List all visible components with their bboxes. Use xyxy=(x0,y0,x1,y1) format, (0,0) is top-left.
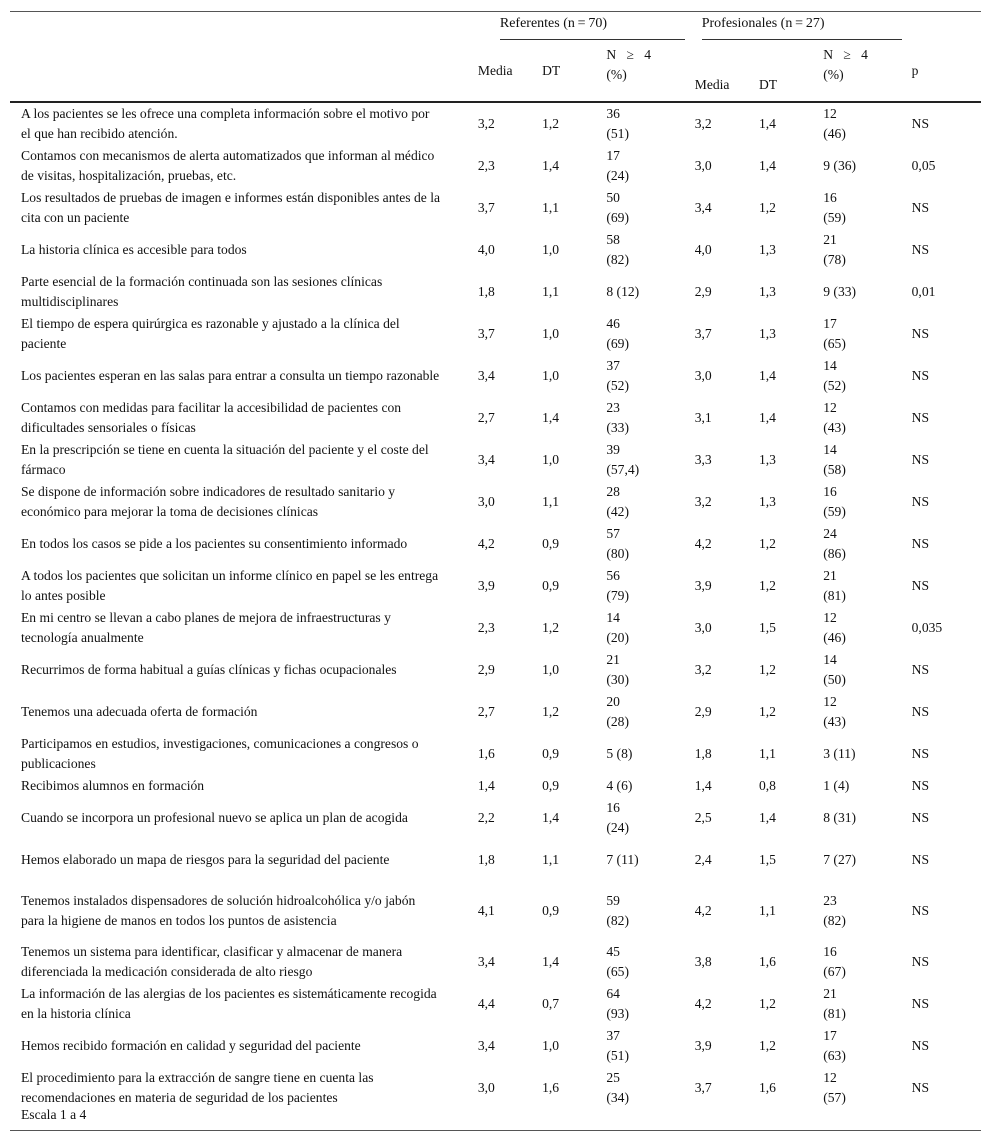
cell-dt-profesionales: 1,2 xyxy=(758,536,776,551)
table-row xyxy=(10,313,981,355)
col-header-media-profesionales: Media xyxy=(685,41,749,102)
cell-media-profesionales: 3,9 xyxy=(694,578,712,593)
cell-n-referentes: 50 (69) xyxy=(606,190,630,225)
cell-n-profesionales: 16 (59) xyxy=(823,484,846,519)
group-header-referentes: Referentes (n = 70) xyxy=(468,12,685,41)
cell-p-value: NS xyxy=(911,810,930,825)
cell-n-referentes: 39 (57,4) xyxy=(606,442,640,477)
cell-media-profesionales: 2,9 xyxy=(694,284,712,299)
row-item-label: Tenemos un sistema para identificar, clasificar y almacenar de manera diferenciada la medicación considerada de alto riesgo xyxy=(21,944,403,979)
cell-n-referentes: 37 (51) xyxy=(606,1028,630,1063)
cell-p-value: NS xyxy=(911,903,930,918)
cell-p-value: NS xyxy=(911,116,930,131)
cell-media-profesionales: 3,2 xyxy=(694,116,712,131)
cell-dt-referentes: 1,2 xyxy=(542,116,560,131)
cell-media-profesionales: 3,0 xyxy=(694,620,712,635)
cell-n-referentes: 56 (79) xyxy=(606,568,630,603)
col-header-p: p xyxy=(902,41,981,102)
cell-p-value: NS xyxy=(911,200,930,215)
scale-footnote: Escala 1 a 4 xyxy=(21,1107,87,1122)
col-header-dt-referentes: DT xyxy=(532,41,596,102)
cell-media-profesionales: 2,9 xyxy=(694,704,712,719)
table-row xyxy=(10,397,981,439)
cell-dt-referentes: 1,0 xyxy=(542,242,560,257)
cell-dt-profesionales: 1,3 xyxy=(758,326,776,341)
cell-media-referentes: 2,3 xyxy=(477,158,495,173)
cell-media-profesionales: 1,4 xyxy=(694,778,712,793)
row-item-label: Recibimos alumnos en formación xyxy=(21,778,205,793)
table-row xyxy=(10,565,981,607)
cell-dt-referentes: 1,1 xyxy=(542,200,560,215)
cell-media-referentes: 4,1 xyxy=(477,903,495,918)
row-item-label: En la prescripción se tiene en cuenta la situación del paciente y el coste del fármaco xyxy=(21,442,429,477)
table-body xyxy=(10,102,981,1109)
cell-media-profesionales: 3,1 xyxy=(694,410,712,425)
cell-dt-referentes: 1,4 xyxy=(542,158,560,173)
table-row xyxy=(10,1067,981,1109)
col-header-n-profesionales: N ≥ 4 (%) xyxy=(813,41,901,102)
cell-media-referentes: 3,4 xyxy=(477,1038,495,1053)
cell-n-referentes: 17 (24) xyxy=(606,148,630,183)
cell-n-referentes: 57 (80) xyxy=(606,526,630,561)
cell-p-value: 0,05 xyxy=(911,158,936,173)
cell-n-referentes: 8 (12) xyxy=(606,284,640,299)
cell-p-value: NS xyxy=(911,1038,930,1053)
cell-dt-referentes: 1,1 xyxy=(542,852,560,867)
row-item-label: La información de las alergias de los pacientes es sistemáticamente recogida en la historia clínica xyxy=(21,986,437,1021)
cell-n-referentes: 46 (69) xyxy=(606,316,630,351)
cell-dt-referentes: 0,7 xyxy=(542,996,560,1011)
table-row xyxy=(10,733,981,775)
cell-dt-referentes: 0,9 xyxy=(542,746,560,761)
table-row xyxy=(10,439,981,481)
cell-n-referentes: 5 (8) xyxy=(606,746,633,761)
cell-n-referentes: 36 (51) xyxy=(606,106,630,141)
cell-n-profesionales: 16 (67) xyxy=(823,944,846,979)
cell-media-profesionales: 4,0 xyxy=(694,242,712,257)
group-header-profesionales: Profesionales (n = 27) xyxy=(685,12,902,41)
row-item-label: A los pacientes se les ofrece una completa información sobre el motivo por el que han recibido atención. xyxy=(21,106,430,141)
cell-media-referentes: 2,2 xyxy=(477,810,495,825)
cell-dt-profesionales: 1,3 xyxy=(758,242,776,257)
cell-media-profesionales: 2,4 xyxy=(694,852,712,867)
table-row xyxy=(10,797,981,839)
cell-media-profesionales: 4,2 xyxy=(694,536,712,551)
cell-p-value: NS xyxy=(911,996,930,1011)
cell-dt-referentes: 0,9 xyxy=(542,903,560,918)
cell-dt-profesionales: 1,6 xyxy=(758,954,776,969)
cell-n-profesionales: 21 (81) xyxy=(823,568,846,603)
cell-n-profesionales: 14 (52) xyxy=(823,358,846,393)
cell-n-profesionales: 23 (82) xyxy=(823,893,846,928)
cell-n-profesionales: 24 (86) xyxy=(823,526,846,561)
cell-n-profesionales: 12 (43) xyxy=(823,694,846,729)
cell-p-value: 0,035 xyxy=(911,620,943,635)
cell-dt-profesionales: 1,2 xyxy=(758,1038,776,1053)
table-row xyxy=(10,102,981,145)
cell-media-referentes: 3,4 xyxy=(477,954,495,969)
cell-p-value: NS xyxy=(911,410,930,425)
cell-p-value: NS xyxy=(911,778,930,793)
cell-media-referentes: 3,4 xyxy=(477,452,495,467)
cell-n-referentes: 21 (30) xyxy=(606,652,630,687)
cell-dt-profesionales: 1,4 xyxy=(758,158,776,173)
cell-dt-profesionales: 1,4 xyxy=(758,116,776,131)
table-row xyxy=(10,145,981,187)
cell-p-value: NS xyxy=(911,954,930,969)
cell-p-value: NS xyxy=(911,578,930,593)
table-row xyxy=(10,229,981,271)
table-row xyxy=(10,691,981,733)
cell-dt-profesionales: 1,1 xyxy=(758,746,776,761)
row-item-label: En todos los casos se pide a los pacientes su consentimiento informado xyxy=(21,536,408,551)
cell-n-profesionales: 12 (46) xyxy=(823,610,846,645)
cell-p-value: NS xyxy=(911,852,930,867)
cell-n-referentes: 7 (11) xyxy=(606,852,639,867)
row-item-label: El procedimiento para la extracción de sangre tiene en cuenta las recomendaciones en materia de seguridad de los pacientes xyxy=(21,1070,374,1105)
cell-dt-profesionales: 1,2 xyxy=(758,578,776,593)
cell-dt-referentes: 1,2 xyxy=(542,620,560,635)
cell-dt-referentes: 1,1 xyxy=(542,284,560,299)
cell-dt-referentes: 1,4 xyxy=(542,810,560,825)
cell-media-profesionales: 3,7 xyxy=(694,326,712,341)
cell-dt-referentes: 1,1 xyxy=(542,494,560,509)
cell-dt-referentes: 0,9 xyxy=(542,536,560,551)
cell-n-referentes: 25 (34) xyxy=(606,1070,630,1105)
cell-p-value: NS xyxy=(911,746,930,761)
cell-n-profesionales: 12 (57) xyxy=(823,1070,846,1105)
table-row xyxy=(10,775,981,797)
cell-media-referentes: 3,4 xyxy=(477,368,495,383)
cell-dt-referentes: 1,0 xyxy=(542,662,560,677)
cell-media-referentes: 4,0 xyxy=(477,242,495,257)
row-item-label: En mi centro se llevan a cabo planes de mejora de infraestructuras y tecnología anualmente xyxy=(21,610,391,645)
cell-dt-profesionales: 1,3 xyxy=(758,452,776,467)
table-row xyxy=(10,481,981,523)
cell-dt-referentes: 0,9 xyxy=(542,778,560,793)
cell-media-profesionales: 3,3 xyxy=(694,452,712,467)
cell-n-profesionales: 16 (59) xyxy=(823,190,846,225)
cell-n-profesionales: 14 (58) xyxy=(823,442,846,477)
cell-media-profesionales: 3,2 xyxy=(694,494,712,509)
cell-n-profesionales: 8 (31) xyxy=(823,810,857,825)
cell-dt-profesionales: 1,2 xyxy=(758,704,776,719)
cell-n-referentes: 16 (24) xyxy=(606,800,630,835)
cell-media-profesionales: 3,4 xyxy=(694,200,712,215)
cell-p-value: NS xyxy=(911,1080,930,1095)
col-header-dt-profesionales: DT xyxy=(749,41,813,102)
cell-media-profesionales: 4,2 xyxy=(694,903,712,918)
cell-p-value: NS xyxy=(911,494,930,509)
cell-n-referentes: 28 (42) xyxy=(606,484,630,519)
table-row xyxy=(10,881,981,941)
table-row xyxy=(10,187,981,229)
table-row xyxy=(10,649,981,691)
cell-dt-referentes: 1,6 xyxy=(542,1080,560,1095)
cell-dt-profesionales: 1,2 xyxy=(758,996,776,1011)
cell-n-profesionales: 17 (63) xyxy=(823,1028,846,1063)
cell-dt-profesionales: 1,2 xyxy=(758,662,776,677)
cell-n-profesionales: 9 (36) xyxy=(823,158,857,173)
cell-media-referentes: 2,7 xyxy=(477,704,495,719)
row-item-label: Cuando se incorpora un profesional nuevo se aplica un plan de acogida xyxy=(21,810,408,825)
cell-p-value: NS xyxy=(911,368,930,383)
col-header-media-referentes: Media xyxy=(468,41,532,102)
table-row xyxy=(10,839,981,881)
cell-media-profesionales: 3,2 xyxy=(694,662,712,677)
cell-dt-referentes: 1,0 xyxy=(542,452,560,467)
row-item-label: Contamos con mecanismos de alerta automatizados que informan al médico de visitas, hospitalización, pruebas, etc. xyxy=(21,148,435,183)
cell-p-value: NS xyxy=(911,242,930,257)
row-item-label: Los resultados de pruebas de imagen e informes están disponibles antes de la cita con un paciente xyxy=(21,190,441,225)
cell-dt-referentes: 1,4 xyxy=(542,954,560,969)
cell-n-referentes: 45 (65) xyxy=(606,944,630,979)
cell-dt-profesionales: 1,4 xyxy=(758,368,776,383)
cell-n-referentes: 20 (28) xyxy=(606,694,630,729)
cell-dt-referentes: 1,0 xyxy=(542,368,560,383)
cell-n-profesionales: 3 (11) xyxy=(823,746,856,761)
cell-dt-profesionales: 1,6 xyxy=(758,1080,776,1095)
cell-n-profesionales: 12 (43) xyxy=(823,400,846,435)
cell-media-profesionales: 4,2 xyxy=(694,996,712,1011)
cell-media-referentes: 4,2 xyxy=(477,536,495,551)
cell-dt-profesionales: 1,5 xyxy=(758,852,776,867)
table-row xyxy=(10,941,981,983)
row-item-label: Contamos con medidas para facilitar la accesibilidad de pacientes con dificultades sensoriales o físicas xyxy=(21,400,402,435)
cell-n-referentes: 58 (82) xyxy=(606,232,630,267)
cell-media-referentes: 4,4 xyxy=(477,996,495,1011)
table-row xyxy=(10,355,981,397)
cell-n-profesionales: 17 (65) xyxy=(823,316,846,351)
table-row xyxy=(10,271,981,313)
cell-n-referentes: 23 (33) xyxy=(606,400,630,435)
results-table xyxy=(10,12,981,1109)
cell-media-profesionales: 3,7 xyxy=(694,1080,712,1095)
row-item-label: Hemos recibido formación en calidad y seguridad del paciente xyxy=(21,1038,361,1053)
row-item-label: Tenemos instalados dispensadores de solución hidroalcohólica y/o jabón para la higiene de manos en todos los puntos de asistencia xyxy=(21,893,416,928)
cell-media-referentes: 3,7 xyxy=(477,200,495,215)
cell-n-referentes: 4 (6) xyxy=(606,778,633,793)
cell-p-value: NS xyxy=(911,452,930,467)
cell-dt-profesionales: 1,2 xyxy=(758,200,776,215)
cell-dt-referentes: 1,2 xyxy=(542,704,560,719)
cell-n-referentes: 64 (93) xyxy=(606,986,630,1021)
cell-n-referentes: 14 (20) xyxy=(606,610,630,645)
row-item-label: A todos los pacientes que solicitan un informe clínico en papel se les entrega lo antes posible xyxy=(21,568,439,603)
cell-dt-referentes: 1,0 xyxy=(542,1038,560,1053)
table-row xyxy=(10,983,981,1025)
table-row xyxy=(10,1025,981,1067)
cell-media-profesionales: 3,0 xyxy=(694,368,712,383)
row-item-label: Tenemos una adecuada oferta de formación xyxy=(21,704,258,719)
cell-media-profesionales: 3,8 xyxy=(694,954,712,969)
cell-n-referentes: 37 (52) xyxy=(606,358,630,393)
row-item-label: El tiempo de espera quirúrgica es razonable y ajustado a la clínica del paciente xyxy=(21,316,400,351)
cell-p-value: 0,01 xyxy=(911,284,936,299)
cell-n-profesionales: 1 (4) xyxy=(823,778,850,793)
cell-n-profesionales: 21 (81) xyxy=(823,986,846,1021)
cell-dt-referentes: 1,0 xyxy=(542,326,560,341)
cell-media-referentes: 2,9 xyxy=(477,662,495,677)
cell-dt-profesionales: 1,4 xyxy=(758,810,776,825)
cell-dt-referentes: 0,9 xyxy=(542,578,560,593)
cell-media-referentes: 3,0 xyxy=(477,1080,495,1095)
cell-media-profesionales: 3,0 xyxy=(694,158,712,173)
cell-media-referentes: 2,7 xyxy=(477,410,495,425)
cell-media-referentes: 3,0 xyxy=(477,494,495,509)
cell-media-profesionales: 3,9 xyxy=(694,1038,712,1053)
table-row xyxy=(10,607,981,649)
cell-p-value: NS xyxy=(911,326,930,341)
row-item-label: Parte esencial de la formación continuada son las sesiones clínicas multidisciplinares xyxy=(21,274,383,309)
results-table-frame xyxy=(10,11,981,1131)
cell-media-profesionales: 1,8 xyxy=(694,746,712,761)
cell-n-referentes: 59 (82) xyxy=(606,893,630,928)
row-item-label: Hemos elaborado un mapa de riesgos para la seguridad del paciente xyxy=(21,852,390,867)
cell-dt-profesionales: 1,3 xyxy=(758,494,776,509)
cell-n-profesionales: 21 (78) xyxy=(823,232,846,267)
row-item-label: Los pacientes esperan en las salas para entrar a consulta un tiempo razonable xyxy=(21,368,440,383)
cell-media-referentes: 3,9 xyxy=(477,578,495,593)
cell-dt-referentes: 1,4 xyxy=(542,410,560,425)
cell-media-referentes: 1,4 xyxy=(477,778,495,793)
cell-dt-profesionales: 0,8 xyxy=(758,778,776,793)
col-header-n-referentes: N ≥ 4 (%) xyxy=(596,41,684,102)
row-item-label: Se dispone de información sobre indicadores de resultado sanitario y económico para mejorar la toma de decisiones clínicas xyxy=(21,484,396,519)
cell-p-value: NS xyxy=(911,662,930,677)
cell-media-referentes: 3,2 xyxy=(477,116,495,131)
cell-media-referentes: 3,7 xyxy=(477,326,495,341)
cell-dt-profesionales: 1,4 xyxy=(758,410,776,425)
cell-media-profesionales: 2,5 xyxy=(694,810,712,825)
table-header xyxy=(10,12,981,102)
cell-media-referentes: 2,3 xyxy=(477,620,495,635)
cell-n-profesionales: 9 (33) xyxy=(823,284,857,299)
cell-n-profesionales: 7 (27) xyxy=(823,852,857,867)
cell-media-referentes: 1,8 xyxy=(477,852,495,867)
cell-media-referentes: 1,8 xyxy=(477,284,495,299)
cell-n-profesionales: 14 (50) xyxy=(823,652,846,687)
cell-dt-profesionales: 1,3 xyxy=(758,284,776,299)
cell-dt-profesionales: 1,1 xyxy=(758,903,776,918)
row-item-label: Participamos en estudios, investigaciones, comunicaciones a congresos o publicaciones xyxy=(21,736,419,771)
cell-n-profesionales: 12 (46) xyxy=(823,106,846,141)
cell-p-value: NS xyxy=(911,704,930,719)
table-row xyxy=(10,523,981,565)
cell-dt-profesionales: 1,5 xyxy=(758,620,776,635)
row-item-label: La historia clínica es accesible para todos xyxy=(21,242,247,257)
cell-p-value: NS xyxy=(911,536,930,551)
row-item-label: Recurrimos de forma habitual a guías clínicas y fichas ocupacionales xyxy=(21,662,397,677)
cell-media-referentes: 1,6 xyxy=(477,746,495,761)
